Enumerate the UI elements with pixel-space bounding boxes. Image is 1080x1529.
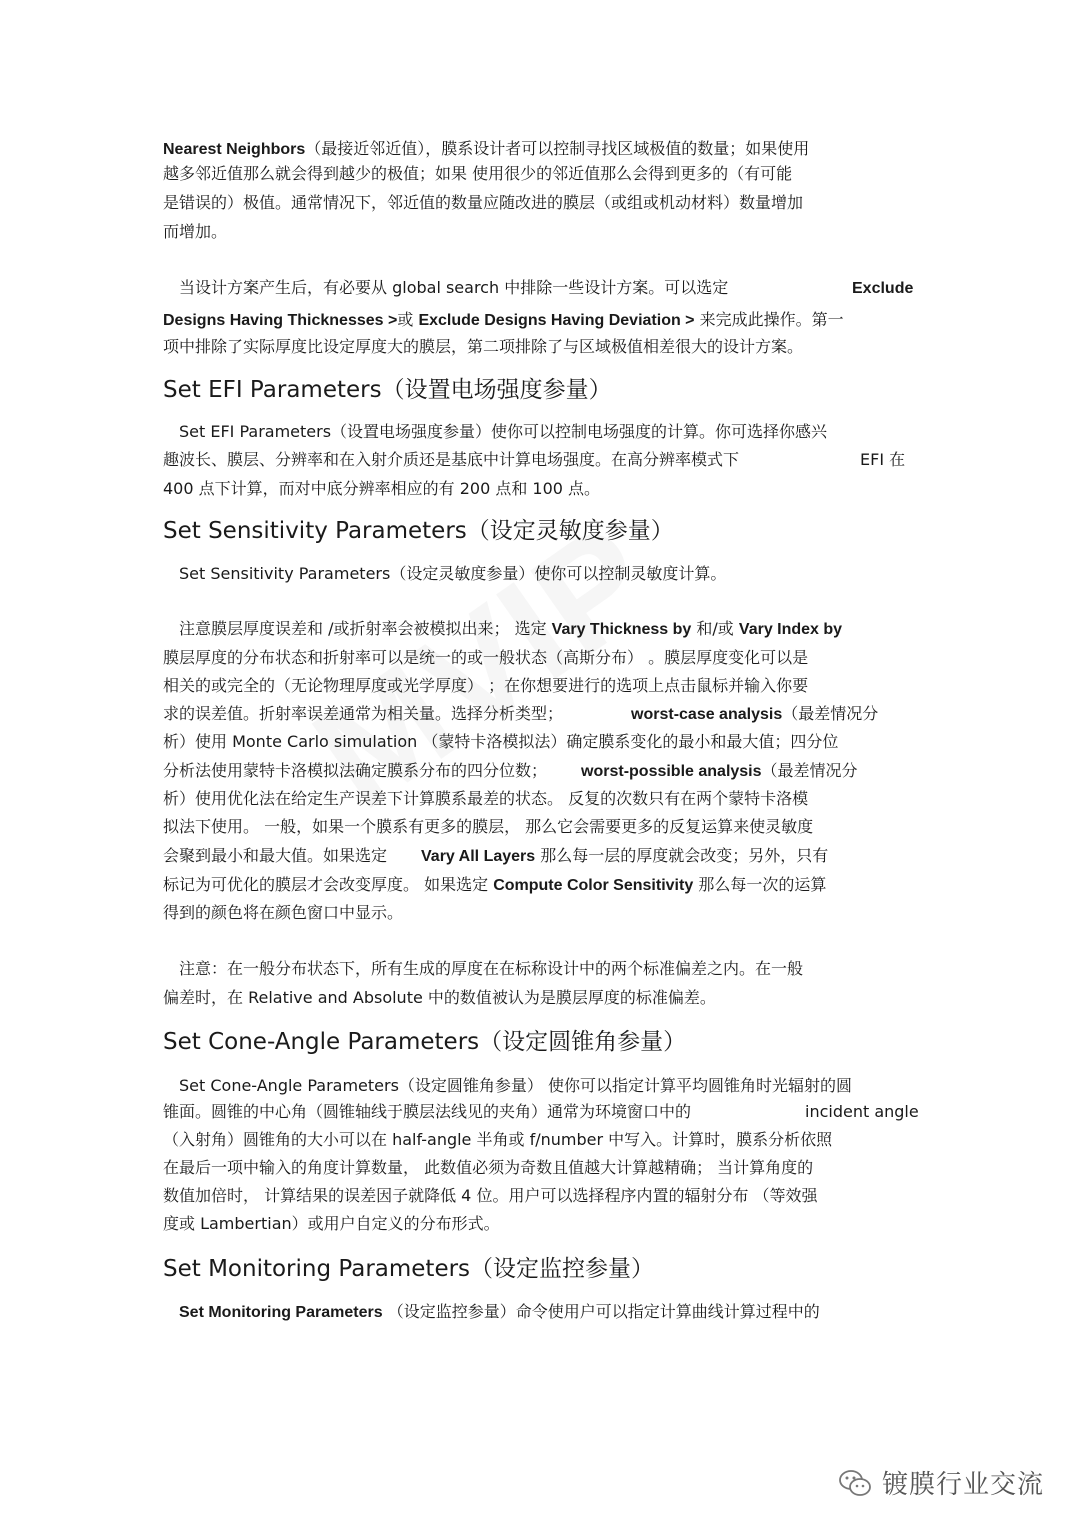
note1-line-7: 析）使用优化法在给定生产误差下计算膜系最差的状态。 反复的次数只有在两个蒙特卡洛模 [163, 789, 809, 808]
mon-line-1 [179, 1301, 820, 1324]
footer-brand [838, 1464, 1044, 1501]
text: （最差情况分 [782, 704, 879, 723]
p2-line-3: 项中排除了实际厚度比设定厚度大的膜层，第二项排除了与区域极值相差很大的设计方案。 [163, 337, 804, 356]
term-exclude-thickness: Designs Having Thicknesses > [163, 312, 398, 329]
p1-line-1 [163, 138, 809, 161]
text: 或 [397, 310, 414, 329]
efi-line-3: 400 点下计算，而对中底分辨率相应的有 200 点和 100 点。 [163, 479, 601, 498]
note1-line-10 [163, 874, 826, 897]
term-exclude [852, 277, 913, 300]
note1-line-9 [163, 845, 828, 868]
term-monitoring: Set Monitoring Parameters [179, 1304, 383, 1321]
text: 标记为可优化的膜层才会改变厚度。 如果选定 [163, 875, 489, 894]
term-vary-all-layers: Vary All Layers [421, 848, 536, 865]
note1-line-4 [163, 703, 878, 726]
cone-line-2: 锥面。圆锥的中心角（圆锥轴线于膜层法线见的夹角）通常为环境窗口中的 [163, 1102, 692, 1121]
note1-line-6 [163, 760, 858, 783]
text: （最接近邻近值），膜系设计者可以控制寻找区域极值的数量；如果使用 [305, 139, 810, 158]
note2-line-1: 注意：在一般分布状态下，所有生成的厚度在在标称设计中的两个标准偏差之内。在一般 [179, 959, 804, 978]
term-vary-thickness: Vary Thickness by [551, 621, 692, 638]
wechat-icon [838, 1468, 872, 1498]
term-exclude-deviation: Exclude Designs Having Deviation > [418, 312, 695, 329]
note1-line-3: 相关的或完全的（无论物理厚度或光学厚度） ；在你想要进行的选项上点击鼠标并输入你要 [163, 676, 809, 695]
p1-line-2: 越多邻近值那么就会得到越少的极值；如果 使用很少的邻近值那么会得到更多的（有可能 [163, 164, 793, 183]
efi-line-1: Set EFI Parameters（设置电场强度参量）使你可以控制电场强度的计算。你可选择你感兴 [179, 422, 828, 441]
efi-line-2-end: EFI 在 [860, 450, 906, 469]
footer-brand-text: 镀膜行业交流 [881, 1470, 1044, 1500]
note2-line-2: 偏差时，在 Relative and Absolute 中的数值被认为是膜层厚度的标准偏差。 [163, 988, 716, 1007]
heading-efi: Set EFI Parameters（设置电场强度参量） [163, 377, 612, 403]
note1-line-5: 析）使用 Monte Carlo simulation （蒙特卡洛模拟法）确定膜系变化的最小和最大值；四分位 [163, 732, 839, 751]
text: 那么每一次的运算 [698, 875, 827, 894]
p2-line-2 [163, 309, 844, 332]
term-color-sensitivity: Compute Color Sensitivity [493, 877, 694, 894]
note1-line-11: 得到的颜色将在颜色窗口中显示。 [163, 903, 404, 922]
p2-line-1: 当设计方案产生后，有必要从 global search 中排除一些设计方案。可以选定 [179, 278, 729, 297]
cone-line-1: Set Cone-Angle Parameters（设定圆锥角参量） 使你可以指定计算平均圆锥角时光辐射的圆 [179, 1076, 853, 1095]
heading-monitoring: Set Monitoring Parameters（设定监控参量） [163, 1256, 655, 1282]
p1-line-3: 是错误的）极值。通常情况下，邻近值的数量应随改进的膜层（或组或机动材料）数量增加 [163, 193, 804, 212]
text: （最差情况分 [761, 761, 858, 780]
sens-line-1: Set Sensitivity Parameters（设定灵敏度参量）使你可以控制灵敏度计算。 [179, 564, 727, 583]
note1-line-1 [179, 618, 842, 641]
note1-line-2: 膜层厚度的分布状态和折射率可以是统一的或一般状态（高斯分布） 。膜层厚度变化可以是 [163, 648, 809, 667]
text: 注意膜层厚度误差和 /或折射率会被模拟出来； 选定 [179, 619, 547, 638]
text: 求的误差值。折射率误差通常为相关量。选择分析类型； [163, 704, 564, 723]
note1-line-8: 拟法下使用。 一般，如果一个膜系有更多的膜层， 那么它会需要更多的反复运算来使灵敏度 [163, 817, 814, 836]
cone-line-6: 度或 Lambertian）或用户自定义的分布形式。 [163, 1214, 500, 1233]
p1-line-4: 而增加。 [163, 222, 228, 241]
heading-cone-angle: Set Cone-Angle Parameters（设定圆锥角参量） [163, 1029, 687, 1055]
efi-line-2: 趣波长、膜层、分辨率和在入射介质还是基底中计算电场强度。在高分辨率模式下 [163, 450, 740, 469]
heading-sensitivity: Set Sensitivity Parameters（设定灵敏度参量） [163, 518, 674, 544]
cone-line-3: （入射角）圆锥角的大小可以在 half-angle 半角或 f/number 中写入。计算时，膜系分析依照 [163, 1130, 833, 1149]
text: 来完成此操作。第一 [694, 310, 844, 329]
term-nearest-neighbors: Nearest Neighbors [163, 141, 306, 158]
term-vary-index: Vary Index by [738, 621, 843, 638]
cone-line-4: 在最后一项中输入的角度计算数量， 此数值必须为奇数且值越大计算越精确； 当计算角度的 [163, 1158, 814, 1177]
text: 那么每一层的厚度就会改变；另外，只有 [540, 846, 829, 865]
term-worst-case: worst-case analysis [631, 706, 783, 723]
text: （设定监控参量）命令使用户可以指定计算曲线计算过程中的 [382, 1302, 820, 1321]
text: Exclude [852, 280, 914, 297]
cone-line-2-end: incident angle [805, 1102, 919, 1121]
text: 会聚到最小和最大值。如果选定 [163, 846, 388, 865]
text: 分析法使用蒙特卡洛模拟法确定膜系分布的四分位数； [163, 761, 548, 780]
cone-line-5: 数值加倍时， 计算结果的误差因子就降低 4 位。用户可以选择程序内置的辐射分布 （等效强 [163, 1186, 818, 1205]
term-worst-possible: worst-possible analysis [581, 763, 762, 780]
text: 和/或 [696, 619, 734, 638]
